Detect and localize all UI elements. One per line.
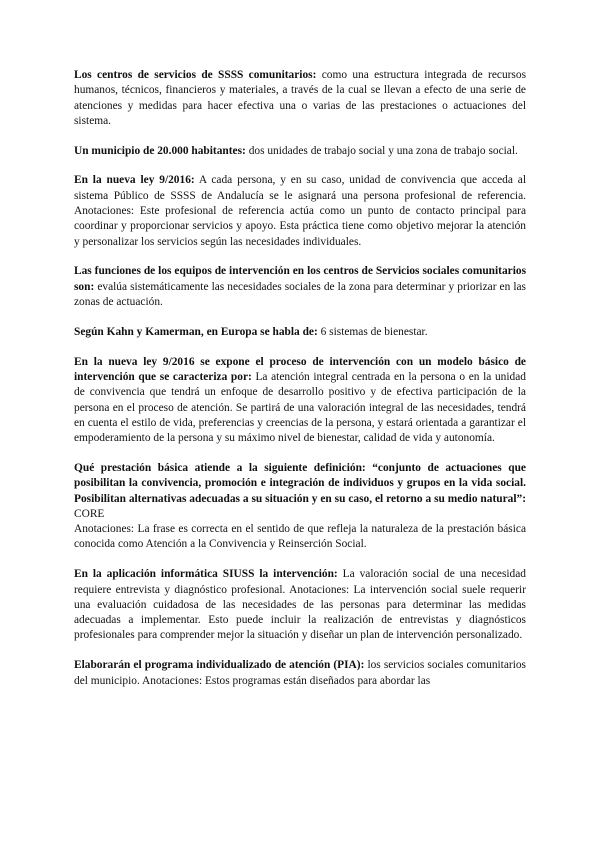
paragraph-heading: Un municipio de 20.000 habitantes: <box>74 144 246 157</box>
document-body <box>74 68 526 703</box>
paragraph-text: dos unidades de trabajo social y una zona de trabajo social. <box>245 144 518 157</box>
paragraph-siuss <box>74 567 526 643</box>
paragraph-funciones-equipos <box>74 264 526 310</box>
paragraph-text: La valoración social de una necesidad requiere entrevista y diagnóstico profesional. Anotaciones: La intervención social suele requerir una evaluación cuidadosa de las necesidades de las personas para determinar las medidas adecuadas a implementar. Esto puede incluir la realización de entrevistas y diagnósticos profesionales para comprender mejor la situación y diseñar un plan de intervención personalizado. <box>74 568 527 642</box>
paragraph-heading: Las funciones de los equipos de intervención en los centros de Servicios sociales comunitarios son: <box>74 265 526 293</box>
paragraph-prestacion-basica <box>74 461 526 553</box>
paragraph-heading: Elaborarán el programa individualizado de atención (PIA): <box>74 659 365 672</box>
paragraph-text: evalúa sistemáticamente las necesidades sociales de la zona para determinar y priorizar en las zonas de actuación. <box>74 280 526 309</box>
paragraph-text: CORE <box>74 507 105 520</box>
paragraph-text: 6 sistemas de bienestar. <box>317 325 428 338</box>
paragraph-heading: Según Kahn y Kamerman, en Europa se habla de: <box>74 325 318 338</box>
paragraph-ley-profesional-referencia <box>74 173 526 249</box>
paragraph-text: La atención integral centrada en la persona o en la unidad de convivencia que tendrá un enfoque de desarrollo positivo y de efectiva participación de la persona en el proceso de atención. Se partirá de una valoración integral de las necesidades, tendrá en cuenta el estilo de vida, preferencias y creencias de la persona, y estará orientada a garantizar el empoderamiento de la persona y su máximo nivel de bienestar, calidad de vida y autonomía. <box>74 370 526 445</box>
paragraph-proceso-intervencion <box>74 355 526 447</box>
paragraph-municipio <box>74 144 526 159</box>
paragraph-heading: Qué prestación básica atiende a la siguiente definición: “conjunto de actuaciones que posibilitan la convivencia, promoción e integración de individuos y grupos en la vida social. Posibilitan alternativas adecuadas a su situación y en su caso, el retorno a su medio natural”: <box>74 461 526 505</box>
paragraph-annotation: Anotaciones: La frase es correcta en el sentido de que refleja la naturaleza de la prestación básica conocida como Atención a la Convivencia y Reinserción Social. <box>74 523 526 551</box>
paragraph-heading: En la aplicación informática SIUSS la intervención: <box>74 568 338 581</box>
paragraph-text: como una estructura integrada de recursos humanos, técnicos, financieros y materiales, a través de la cual se llevan a efecto de una serie de atenciones y medidas para hacer efectiva una o varias de las prestaciones o actuaciones del sistema. <box>74 69 526 127</box>
paragraph-heading: En la nueva ley 9/2016: <box>74 174 195 187</box>
paragraph-text: A cada persona, y en su caso, unidad de convivencia que acceda al sistema Público de SSSS de Andalucía se le asignará una persona profesional de referencia. Anotaciones: Este profesional de referencia actúa como un punto de contacto principal para coordinar y proporcionar servicios y apoyo. Esta práctica tiene como objetivo mejorar la atención y personalizar los servicios según las necesidades individuales. <box>74 174 526 248</box>
paragraph-text: los servicios sociales comunitarios del municipio. Anotaciones: Estos programas están diseñados para abordar las <box>74 659 526 687</box>
paragraph-kahn-kamerman <box>74 325 526 340</box>
paragraph-heading: En la nueva ley 9/2016 se expone el proceso de intervención con un modelo básico de intervención que se caracteriza por: <box>74 355 526 383</box>
paragraph-heading: Los centros de servicios de SSSS comunitarios: <box>74 69 317 81</box>
paragraph-centros-servicios <box>74 68 526 129</box>
paragraph-pia <box>74 658 526 689</box>
